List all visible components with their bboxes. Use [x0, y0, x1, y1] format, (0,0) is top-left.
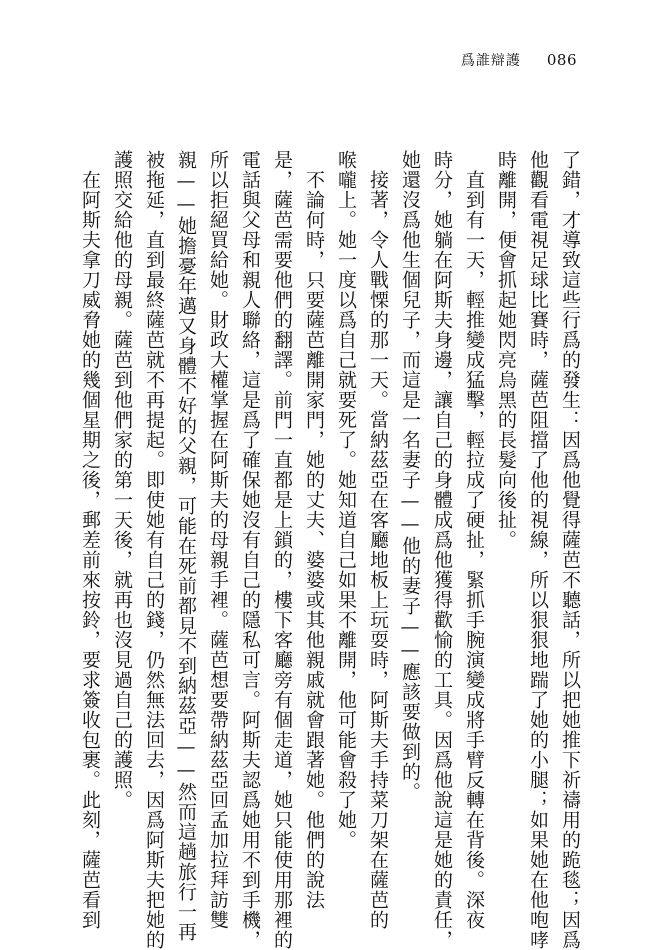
- text-column: 親——她擔憂年邁又身體不好的父親，可能在死前都見不到納茲亞——然而這趟旅行一再: [175, 150, 197, 942]
- running-title: 爲誰辯護: [460, 53, 521, 69]
- text-column: 不論何時，只要薩芭離開家門，她的丈夫、婆婆或其他親戚就會跟著她。他們的說法: [303, 150, 325, 910]
- text-column: 他觀看電視足球比賽時，薩芭阻擋了他的視線，所以狠狠地踹了她的小腿；如果她在他咆哮: [527, 150, 549, 950]
- text-column: 時分，她躺在阿斯夫身邊，讓自己的身體成爲他獲得歡愉的工具。因爲他說這是她的責任，: [431, 150, 453, 950]
- text-column: 在阿斯夫拿刀威脅她的幾個星期之後，郵差前來按鈴，要求簽收包裹。此刻，薩芭看到: [79, 150, 101, 930]
- text-column: 護照交給他的母親。薩芭到他們家的第一天後，就再也沒見過自己的護照。: [111, 150, 133, 810]
- text-column: 喉嚨上。她一度以爲自己就要死了。她知道自己如果不離開，他可能會殺了她。: [335, 150, 357, 850]
- text-column: 所以拒絕買給她。財政大權掌握在阿斯夫的母親手裡。薩芭想要帶納茲亞回孟加拉拜訪雙: [207, 150, 229, 930]
- text-column: 她還沒爲他生個兒子，而這是一名妻子——他的妻子——應該要做到的。: [399, 150, 421, 802]
- text-column: 時離開，便會抓起她閃亮烏黑的長髮向後扯。: [495, 150, 517, 550]
- text-column: 是，薩芭需要他們的翻譯。前門一直都是上鎖的，樓下客廳旁有個走道，她只能使用那裡的: [271, 150, 293, 950]
- running-header: [461, 50, 577, 70]
- text-column: 電話與父母和親人聯絡，這是爲了確保她沒有自己的隱私可言。阿斯夫認爲她用不到手機，: [239, 150, 261, 950]
- text-column: 被拖延，直到最終薩芭就不再提起。即使她有自己的錢，仍然無法回去，因爲阿斯夫把她的: [143, 150, 165, 950]
- page-number: 086: [546, 51, 577, 69]
- vertical-body-text: [79, 150, 586, 950]
- text-column: 接著，令人戰慄的那一天。當納茲亞在客廳地板上玩耍時，阿斯夫手持菜刀架在薩芭的: [367, 150, 389, 930]
- text-column: 了錯，才導致這些行爲的發生：因爲他覺得薩芭不聽話，所以把她推下祈禱用的跪毯；因爲: [559, 150, 581, 950]
- text-column: 直到有一天，輕推變成猛擊，輕拉成了硬扯，緊抓手腕演變成將手臂反轉在背後。深夜: [463, 150, 485, 930]
